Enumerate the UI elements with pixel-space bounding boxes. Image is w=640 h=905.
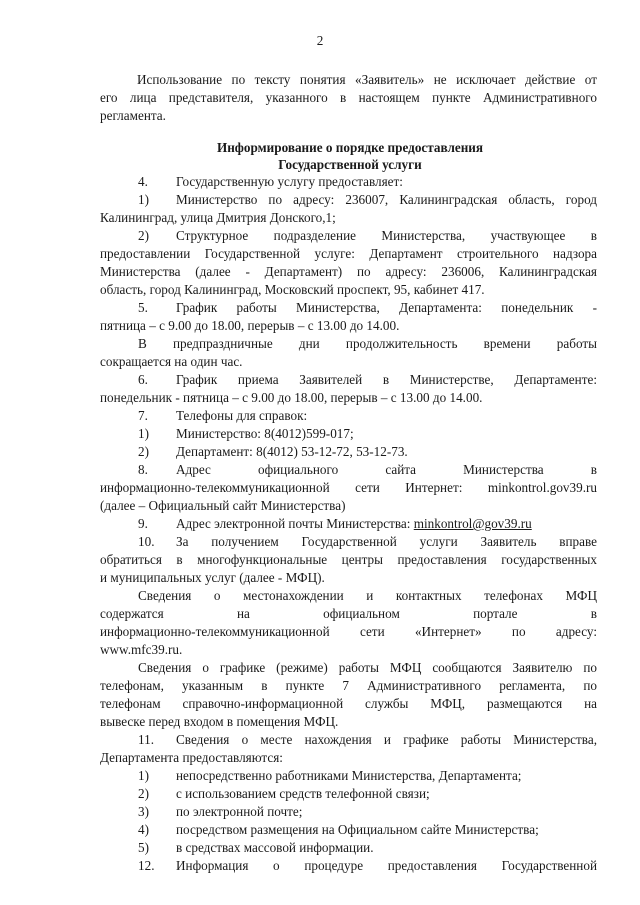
item-number: 1) — [138, 768, 149, 783]
text-line: посредством размещения на Официальном сайте Министерства; — [176, 822, 539, 837]
text-line: в средствах массовой информации. — [176, 840, 374, 855]
text-line: обратиться в многофункциональные центры предоставления государственных — [100, 552, 597, 567]
text-line: с использованием средств телефонной связи; — [176, 786, 430, 801]
text-line: Сведения о графике (режиме) работы МФЦ сообщаются Заявителю по — [138, 660, 597, 675]
section-heading-1: Информирование о порядке предоставления — [216, 140, 484, 155]
text-line: содержатся на официальном портале в — [100, 606, 597, 621]
text-line: пятница – с 9.00 до 18.00, перерыв – с 13.00 до 14.00. — [100, 318, 400, 333]
item-number: 8. — [138, 462, 148, 477]
text-line: Министерство по адресу: 236007, Калининградская область, город — [176, 192, 597, 207]
text-line: За получением Государственной услуги Заявитель вправе — [176, 534, 597, 549]
item-number: 1) — [138, 192, 149, 207]
text-line: телефонам, указанным в пункте 7 Административного регламента, по — [100, 678, 597, 693]
item-number: 5) — [138, 840, 149, 855]
text-line: Министерство: 8(4012)599-017; — [176, 426, 354, 441]
item-number: 4. — [138, 174, 148, 189]
item-number: 4) — [138, 822, 149, 837]
text-line: www.mfc39.ru. — [100, 642, 183, 657]
item-number: 11. — [138, 732, 154, 747]
text-line: График приема Заявителей в Министерстве, Департаменте: — [176, 372, 597, 387]
item-number: 12. — [138, 858, 155, 873]
item-number: 3) — [138, 804, 149, 819]
text-line — [176, 515, 532, 533]
text-line: В предпраздничные дни продолжительность времени работы — [138, 336, 597, 351]
item-number: 9. — [138, 516, 148, 531]
page-number: 2 — [316, 33, 324, 48]
text-line: График работы Министерства, Департамента: понедельник - — [176, 300, 597, 315]
text-line: предоставлении Государственной услуге: Департамент строительного надзора — [100, 246, 597, 261]
text-line: и муниципальных услуг (далее - МФЦ). — [100, 570, 325, 585]
item-number: 2) — [138, 444, 149, 459]
intro-line-3: регламента. — [100, 108, 166, 123]
text-line: непосредственно работниками Министерства, Департамента; — [176, 768, 522, 783]
item-number: 10. — [138, 534, 155, 549]
text-line: Департамент: 8(4012) 53-12-72, 53-12-73. — [176, 444, 408, 459]
text-line: Государственную услугу предоставляет: — [176, 174, 403, 189]
text-line: Информация о процедуре предоставления Государственной — [176, 858, 597, 873]
text-line: (далее – Официальный сайт Министерства) — [100, 498, 346, 513]
text-line: по электронной почте; — [176, 804, 303, 819]
text-line: Министерства (далее - Департамент) по адресу: 236006, Калининградская — [100, 264, 597, 279]
text-line: Сведения о местонахождении и контактных телефонах МФЦ — [138, 588, 597, 603]
item-number: 2) — [138, 228, 149, 243]
item-number: 5. — [138, 300, 148, 315]
text-line: Телефоны для справок: — [176, 408, 308, 423]
text-line: сокращается на один час. — [100, 354, 243, 369]
item-number: 6. — [138, 372, 148, 387]
email-label: Адрес электронной почты Министерства: — [176, 516, 414, 531]
section-heading-2: Государственной услуги — [278, 157, 422, 172]
intro-line-2: его лица представителя, указанного в настоящем пункте Административного — [100, 90, 597, 105]
item-number: 7. — [138, 408, 148, 423]
text-line: область, город Калининград, Московский проспект, 95, кабинет 417. — [100, 282, 485, 297]
item-number: 1) — [138, 426, 149, 441]
text-line: вывеске перед входом в помещения МФЦ. — [100, 714, 339, 729]
text-line: информационно-телекоммуникационной сети Интернет: minkontrol.gov39.ru — [100, 480, 597, 495]
text-line: Сведения о месте нахождения и графике работы Министерства, — [176, 732, 597, 747]
text-line: Структурное подразделение Министерства, участвующее в — [176, 228, 597, 243]
email-link[interactable]: minkontrol@gov39.ru — [413, 516, 532, 531]
item-number: 2) — [138, 786, 149, 801]
text-line: информационно-телекоммуникационной сети «Интернет» по адресу: — [100, 624, 597, 639]
text-line: Департамента предоставляются: — [100, 750, 283, 765]
text-line: Калининград, улица Дмитрия Донского,1; — [100, 210, 336, 225]
intro-line-1: Использование по тексту понятия «Заявитель» не исключает действие от — [137, 72, 597, 87]
text-line: Адрес официального сайта Министерства в — [176, 462, 597, 477]
text-line: понедельник - пятница – с 9.00 до 18.00, перерыв – с 13.00 до 14.00. — [100, 390, 483, 405]
text-line: телефонам справочно-информационной службы МФЦ, размещаются на — [100, 696, 597, 711]
